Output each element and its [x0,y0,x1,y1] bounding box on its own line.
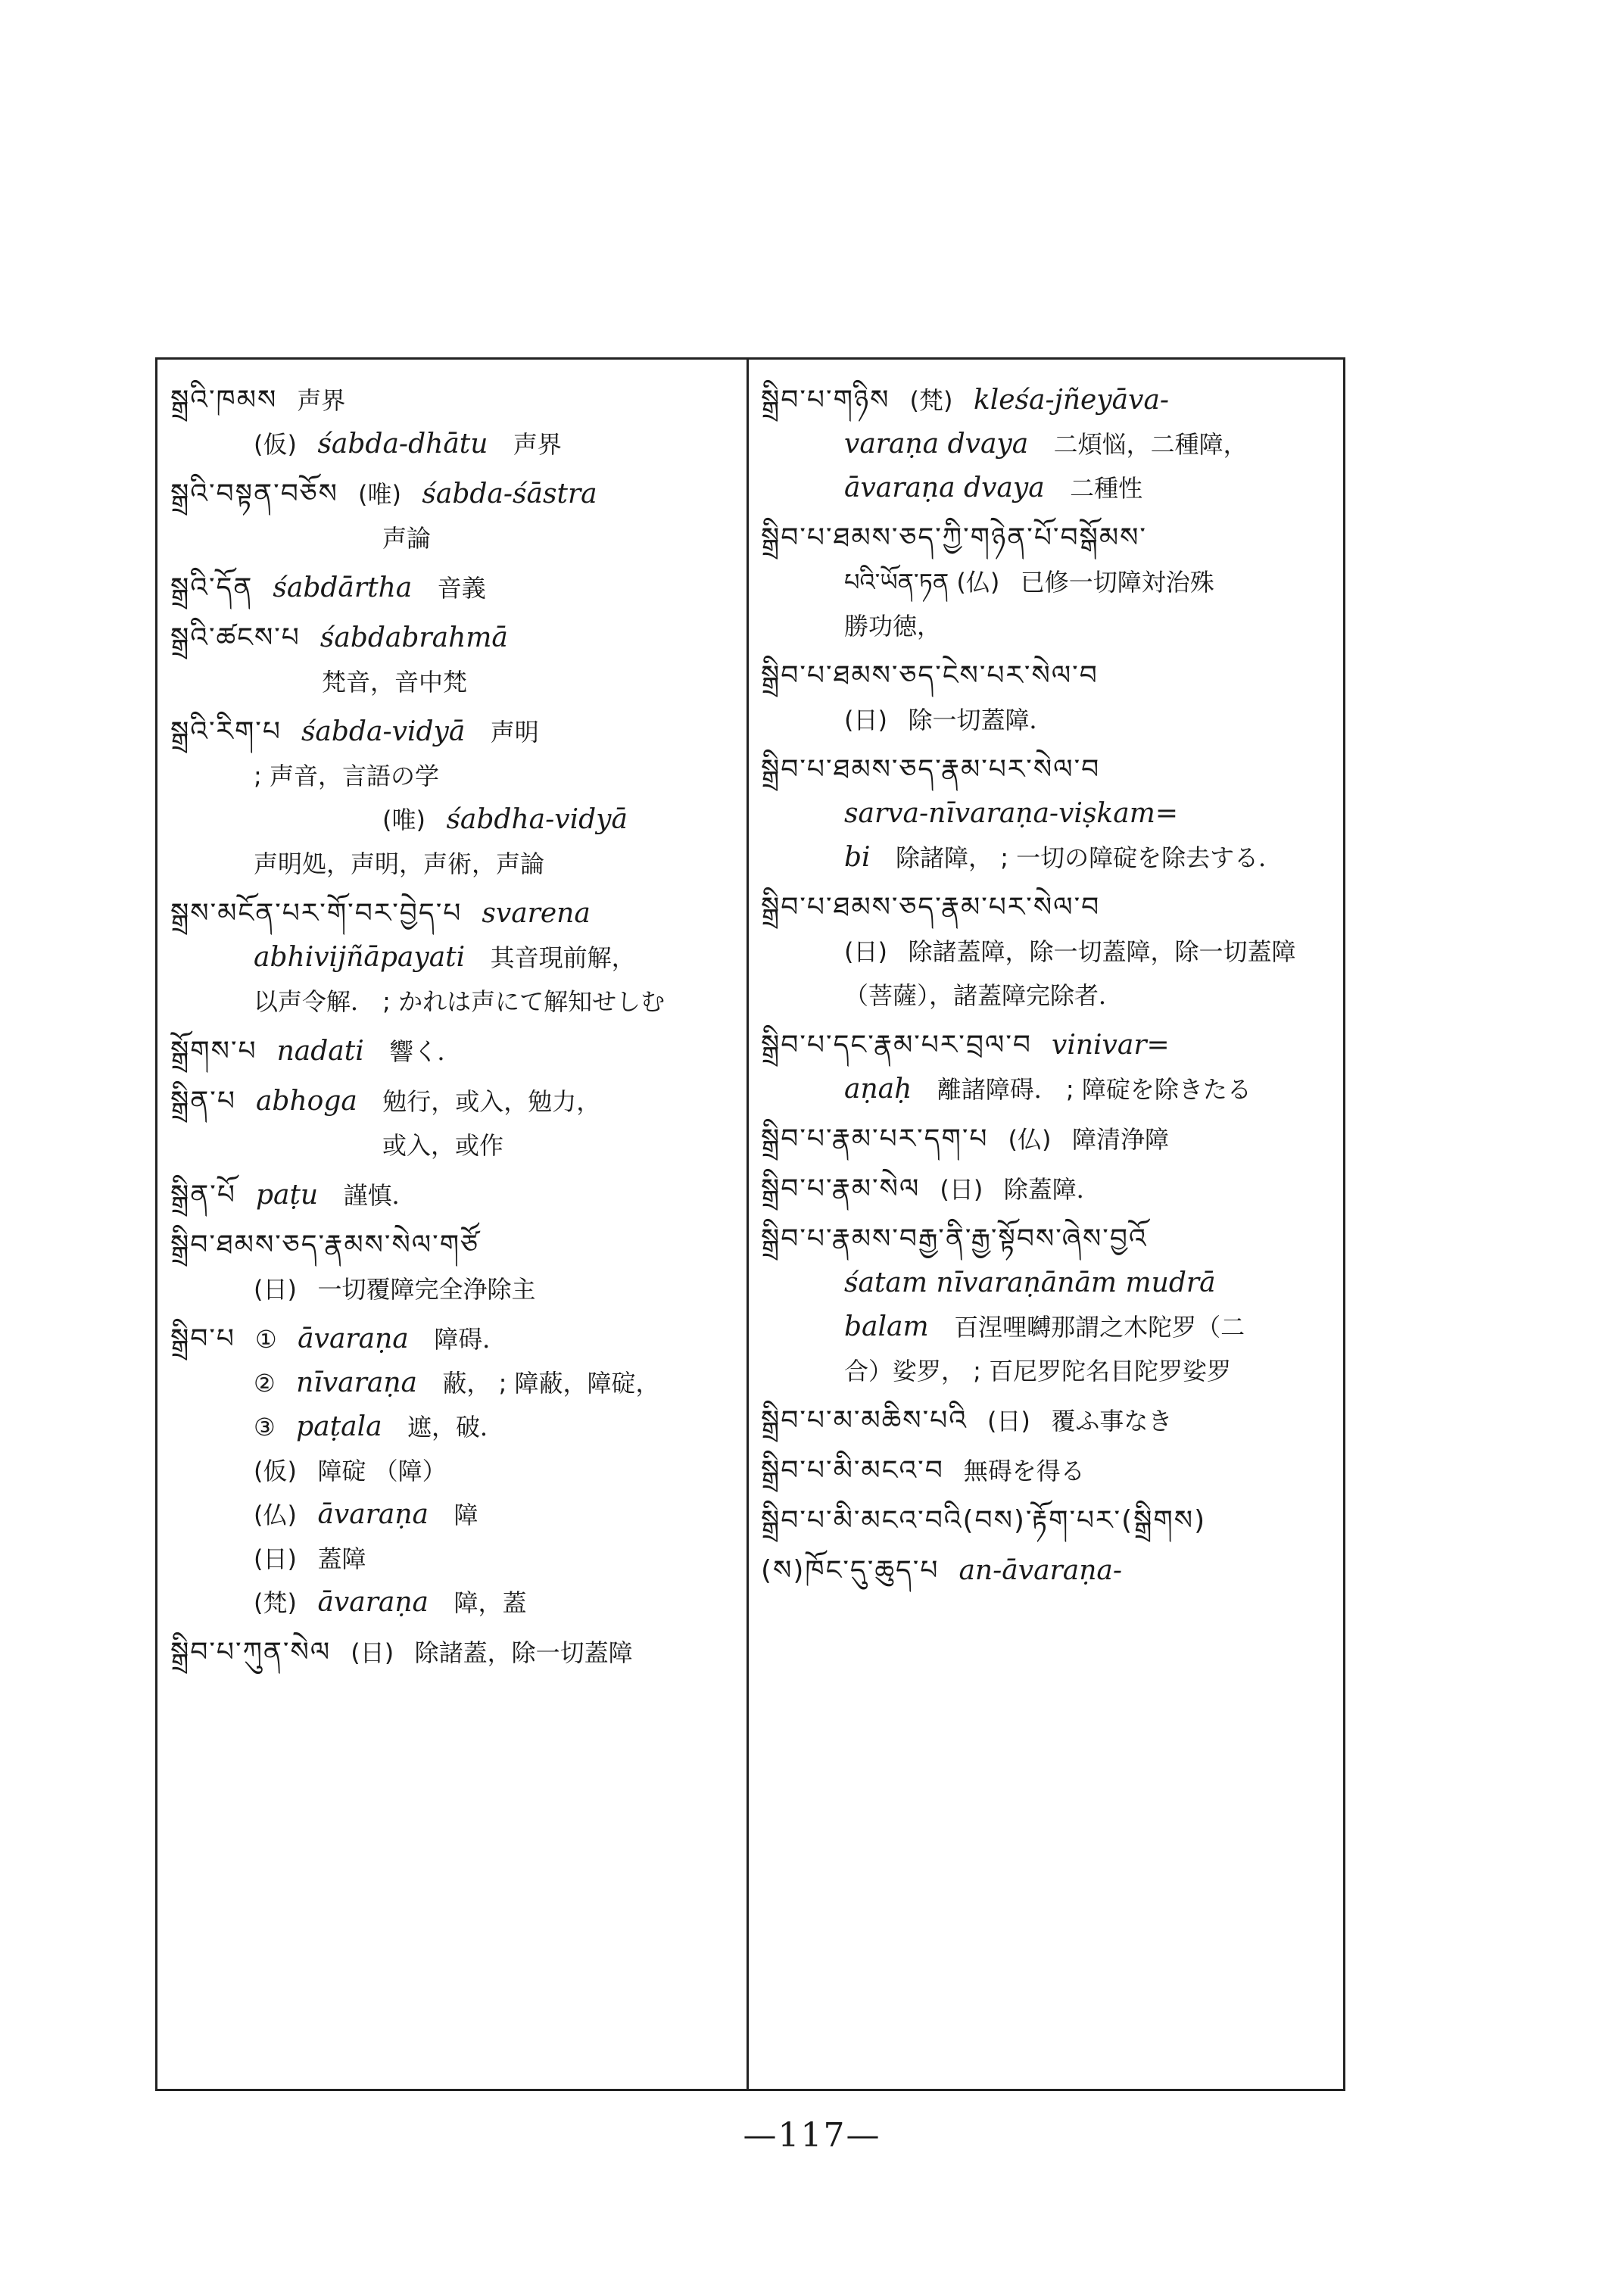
entry-line [170,1493,742,1537]
entry-headline [761,886,1340,930]
entry-headline [170,1030,742,1074]
entry-headline [170,1173,742,1217]
sanskrit-term: bi [844,842,871,873]
entry-line [761,1305,1340,1349]
entry-headline [170,1317,742,1361]
entry-line [170,1405,742,1449]
sanskrit-term: vinivar= [1051,1030,1170,1061]
gloss-text: 声界 [513,430,562,459]
entry-headline [761,654,1340,698]
gloss-text: 除蓋障． [1003,1175,1101,1204]
entry-line [761,466,1340,510]
entry-headline [761,748,1340,792]
source-tag: (日) [844,706,887,734]
tibetan-headword: སྒྲའི་ཚངས་པ [170,622,301,653]
entry-headline [761,1449,1340,1493]
dictionary-entry [761,1167,1340,1211]
entry-line [170,422,742,466]
entry-headline [170,1223,742,1267]
tibetan-headword: སྒྲའི་དོན [170,572,254,603]
gloss-text: 除諸蓋障，除一切蓋障，除一切蓋障 [908,937,1296,966]
entry-line [170,1537,742,1581]
entry-line [761,1068,1340,1111]
dictionary-entry [761,1499,1340,1543]
dictionary-entry [170,472,742,560]
entry-headline [170,379,742,422]
entry-headline [761,516,1340,560]
sanskrit-term: balam [844,1311,929,1342]
sanskrit-term: āvaraṇa [317,1499,429,1530]
gloss-text: 覆ふ事なき [1051,1407,1173,1435]
entry-line [170,980,742,1024]
entry-line [761,974,1340,1018]
gloss-text: 百涅哩嚩那謂之木陀罗（二 [954,1313,1245,1342]
gloss-text: 遮，破． [407,1413,505,1442]
entry-line [761,1349,1340,1393]
tibetan-headword: སྒྲིབ་པ་ཐམས་ཅད་རྣམ་པར་སེལ་བ [761,892,1101,923]
entry-line [761,604,1340,648]
entry-headline [761,1117,1340,1161]
gloss-text: 蓋障 [317,1544,366,1573]
sanskrit-term: śabdārtha [273,572,413,603]
sanskrit-term: śabdha-vidyā [446,804,628,835]
sanskrit-term: kleśa-jñeyāva- [973,385,1170,416]
tibetan-headword: སྒྲིབ་པ་མ་མཆིས་པའི [761,1405,968,1436]
gloss-text: 合）娑罗， ; 百尼罗陀名目陀罗娑罗 [844,1357,1232,1385]
tibetan-headword: སྒྲོགས་པ [170,1036,257,1067]
gloss-text: 障碇 （障） [317,1457,447,1485]
gloss-text: 蔽， ; 障蔽，障碇， [442,1369,660,1398]
gloss-text: 勉行，或入，勉力， [382,1087,601,1116]
sanskrit-term: āvaraṇa [298,1323,409,1354]
source-tag: (日) [987,1407,1030,1435]
sanskrit-term: paṭu [255,1180,319,1211]
entry-headline [761,1499,1340,1543]
sanskrit-term: śatam nīvaraṇānām mudrā [844,1267,1216,1298]
dictionary-entry [170,1317,742,1625]
entry-line [761,560,1340,604]
dictionary-entry [170,566,742,610]
source-tag: (日) [844,937,887,966]
dictionary-entry [170,1631,742,1675]
gloss-text: 已修一切障対治殊 [1020,568,1214,597]
gloss-text: 其音現前解， [490,943,636,972]
gloss-text: 勝功徳， [844,612,942,641]
dictionary-entry [761,1549,1340,1593]
sanskrit-term: varaṇa dvaya [844,429,1029,460]
gloss-text: 以声令解． ; かれは声にて解知せしむ [254,987,665,1016]
tibetan-headword: སྒྲའི་རིག་པ [170,716,282,747]
tibetan-headword: སྒྲིབ་པ་གཉིས [761,385,890,416]
tibetan-headword: སྒྲས་མངོན་པར་གོ་བར་བྱེད་པ [170,898,463,929]
left-column [170,379,742,1681]
tibetan-headword: སྒྲིབ་པ་རྣམ་པར་དག་པ [761,1124,989,1155]
entry-headline [761,1167,1340,1211]
entry-line [170,660,742,704]
entry-line [170,842,742,886]
tibetan-headword: སྒྲིབ་པ་རྣམས་བརྒྱ་ནི་རྒྱ་སྟོབས་ཞེས་བྱའོ [761,1223,1148,1255]
source-tag: (仏) [1008,1125,1052,1154]
sanskrit-term: aṇaḥ [844,1074,912,1105]
source-tag: (唯) [357,480,401,509]
tibetan-headword: སྒྲིན་པོ [170,1180,236,1211]
gloss-text: 除諸蓋，除一切蓋障 [414,1638,633,1667]
entry-headline [761,1217,1340,1261]
entry-headline [170,1631,742,1675]
source-tag: (梵) [254,1588,297,1617]
page-number: —117— [743,2116,881,2155]
entry-headline [761,1549,1340,1593]
tibetan-headword: སྒྲིབ་པ [170,1323,236,1354]
gloss-text: 二煩悩，二種障， [1053,430,1248,459]
gloss-text: 一切覆障完全浄除主 [317,1275,536,1304]
source-tag: (梵) [909,386,953,415]
entry-line [761,422,1340,466]
dictionary-entry [170,710,742,886]
sanskrit-term: āvaraṇa [317,1587,429,1618]
tibetan-headword: སྒྲིབ་པ་མི་མངའ་བའི(བས)་རྟོག་པར་(སྒྲིགས) [761,1505,1207,1536]
entry-line [170,1581,742,1625]
dictionary-entry [170,1030,742,1074]
dictionary-entry [761,1217,1340,1393]
entry-line [761,836,1340,880]
dictionary-entry [170,379,742,466]
gloss-text: 声明処，声明，声術，声論 [254,849,545,878]
entry-line [761,1261,1340,1305]
tibetan-headword: སྒྲིབ་པ་ཀུན་སེལ [170,1637,332,1668]
gloss-text: 声界 [297,386,346,415]
entry-line [170,936,742,980]
source-tag: ① [255,1325,277,1354]
tibetan-headword: སྒྲིབ་པ་དང་རྣམ་པར་བྲལ་བ [761,1030,1032,1061]
sanskrit-term: abhivijñāpayati [254,942,466,973]
sanskrit-term: abhoga [255,1086,357,1117]
dictionary-entry [170,892,742,1024]
gloss-text: 音義 [437,574,486,603]
source-tag: (日) [940,1175,983,1204]
gloss-text: 障 [454,1501,478,1529]
gloss-text: 梵音，音中梵 [322,668,468,697]
source-tag: ③ [254,1413,276,1442]
right-column [761,379,1340,1599]
gloss-text: （菩薩），諸蓋障完除者． [844,981,1124,1010]
source-tag: ② [254,1369,276,1398]
source-tag: (日) [254,1275,297,1304]
dictionary-entry [761,1449,1340,1493]
sanskrit-term: svarena [482,898,591,929]
entry-headline [170,616,742,660]
sanskrit-term: an-āvaraṇa- [959,1555,1123,1586]
sanskrit-term: śabda-śāstra [422,478,597,510]
sanskrit-term: sarva-nīvaraṇa-viṣkam= [844,798,1178,829]
source-tag: (日) [254,1544,297,1573]
entry-headline [761,379,1340,422]
dictionary-entry [761,886,1340,1018]
entry-line [170,754,742,798]
tibetan-headword: སྒྲའི་བསྟན་བཅོས [170,478,338,510]
source-tag: (仏) [254,1501,297,1529]
entry-line [761,930,1340,974]
dictionary-entry [170,616,742,704]
entry-headline [170,566,742,610]
dictionary-entry [170,1223,742,1311]
gloss-text: 除諸障， ; 一切の障碇を除去する． [896,843,1283,872]
tibetan-headword: སྒྲིན་པ [170,1086,236,1117]
dictionary-entry [170,1080,742,1167]
gloss-text: 声明 [490,718,539,746]
tibetan-headword: སྒྲིབ་པ་ཐམས་ཅད་ཀྱི་གཉེན་པོ་བསྒོམས་ [761,522,1147,553]
entry-headline [761,1399,1340,1443]
sanskrit-term: paṭala [296,1411,382,1442]
gloss-text: 障碍． [434,1325,507,1354]
entry-line [761,792,1340,836]
gloss-text: 声論 [382,524,432,553]
tibetan-headword: སྒྲའི་ཁམས [170,385,278,416]
gloss-text: 障，蓋 [454,1588,527,1617]
entry-headline [170,892,742,936]
source-tag: (唯) [382,806,425,834]
sanskrit-term: āvaraṇa dvaya [844,472,1045,503]
source-tag: (仮) [254,1457,297,1485]
source-tag: (日) [351,1638,394,1667]
entry-headline [170,710,742,754]
gloss-text: 無碍を得る [963,1457,1085,1485]
dictionary-entry [761,516,1340,648]
entry-line [170,798,742,842]
sanskrit-term: nīvaraṇa [296,1367,417,1398]
sanskrit-term: nadati [276,1036,364,1067]
sanskrit-term: śabdabrahmā [320,622,508,653]
entry-line [170,516,742,560]
gloss-text: 除一切蓋障． [908,706,1054,734]
dictionary-entry [761,379,1340,510]
entry-headline [761,1024,1340,1068]
column-divider [747,357,749,2091]
dictionary-entry [170,1173,742,1217]
entry-line [170,1124,742,1167]
gloss-text: 謹慎． [343,1181,416,1210]
entry-line [170,1449,742,1493]
gloss-text: 離諸障碍． ; 障碇を除きたる [937,1075,1252,1104]
dictionary-entry [761,1024,1340,1111]
dictionary-entry [761,654,1340,742]
tibetan-headword: སྒྲིབ་པ་ཐམས་ཅད་ངེས་པར་སེལ་བ [761,660,1099,691]
gloss-text: 響く． [389,1037,462,1066]
sanskrit-term: śabda-vidyā [301,716,466,747]
tibetan-headword: (ས)ཁོང་དུ་ཆུད་པ [761,1555,940,1586]
source-tag: པའི་ཡོན་ཏན (仏) [844,568,1000,597]
gloss-text: 障清浄障 [1071,1125,1169,1154]
entry-line [170,1267,742,1311]
tibetan-headword: སྒྲིབ་པ་མི་མངའ་བ [761,1455,944,1486]
tibetan-headword: སྒྲིབ་པ་ཐམས་ཅད་རྣམ་པར་སེལ་བ [761,754,1101,785]
entry-headline [170,472,742,516]
tibetan-headword: སྒྲིབ་ཐམས་ཅད་རྣམས་སེལ་གཙོ [170,1230,479,1261]
source-tag: (仮) [254,430,297,459]
dictionary-entry [761,1399,1340,1443]
gloss-text: 二種性 [1070,474,1143,503]
sanskrit-term: śabda-dhātu [317,429,488,460]
dictionary-entry [761,748,1340,880]
gloss-text: 或入，或作 [382,1131,504,1160]
entry-line [761,698,1340,742]
entry-line [170,1361,742,1405]
tibetan-headword: སྒྲིབ་པ་རྣམ་སེལ [761,1173,921,1205]
gloss-text: ; 声音，言語の学 [254,762,439,790]
entry-headline [170,1080,742,1124]
dictionary-entry [761,1117,1340,1161]
